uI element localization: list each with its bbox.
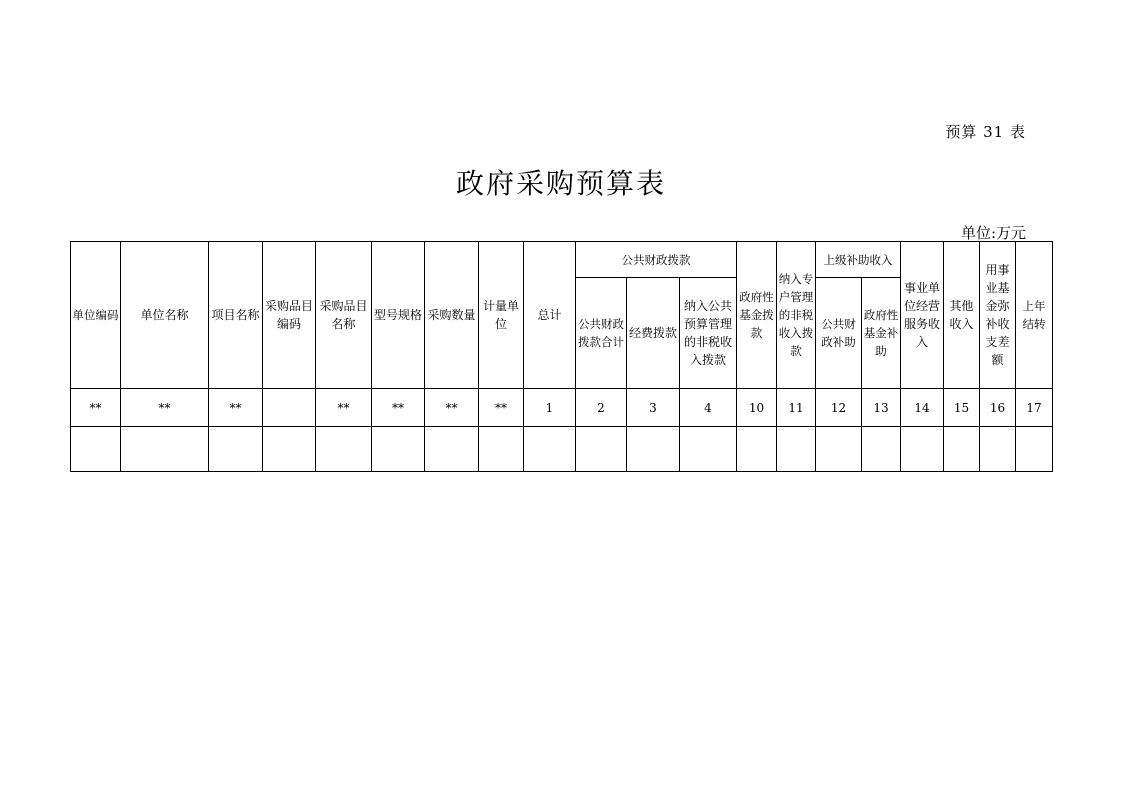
index-cell: ** xyxy=(121,389,209,427)
table-cell xyxy=(680,427,737,472)
header-project-name: 项目名称 xyxy=(209,242,263,389)
table-cell xyxy=(71,427,121,472)
unit-label: 单位:万元 xyxy=(960,224,1026,242)
header-superior-gov-fund: 政府性基金补助 xyxy=(862,278,901,389)
index-cell: 4 xyxy=(680,389,737,427)
index-cell: 11 xyxy=(777,389,816,427)
table-cell xyxy=(627,427,680,472)
header-superior-public: 公共财政补助 xyxy=(816,278,862,389)
table-cell xyxy=(524,427,576,472)
table-cell xyxy=(425,427,479,472)
index-cell: ** xyxy=(425,389,479,427)
index-cell xyxy=(263,389,316,427)
column-index-row xyxy=(71,389,1053,427)
table-cell xyxy=(816,427,862,472)
table-cell xyxy=(980,427,1016,472)
table-cell xyxy=(862,427,901,472)
table-cell xyxy=(479,427,524,472)
header-superior-group: 上级补助收入 xyxy=(816,242,901,278)
table-cell xyxy=(209,427,263,472)
header-spec: 型号规格 xyxy=(372,242,425,389)
header-business-income: 事业单位经营服务收入 xyxy=(901,242,944,389)
index-cell: ** xyxy=(372,389,425,427)
index-cell: 17 xyxy=(1016,389,1053,427)
header-quantity: 采购数量 xyxy=(425,242,479,389)
header-row-top xyxy=(71,242,1053,278)
table-cell xyxy=(576,427,627,472)
index-cell: 1 xyxy=(524,389,576,427)
index-cell: 3 xyxy=(627,389,680,427)
table-number: 预算 31 表 xyxy=(945,123,1026,141)
index-cell: ** xyxy=(479,389,524,427)
index-cell: 10 xyxy=(737,389,777,427)
table-cell xyxy=(1016,427,1053,472)
index-cell: 12 xyxy=(816,389,862,427)
header-measure-unit: 计量单位 xyxy=(479,242,524,389)
table-cell xyxy=(372,427,425,472)
index-cell: 15 xyxy=(944,389,980,427)
index-cell: 14 xyxy=(901,389,944,427)
table-cell xyxy=(944,427,980,472)
header-unit-code: 单位编码 xyxy=(71,242,121,389)
index-cell: 16 xyxy=(980,389,1016,427)
table-cell xyxy=(737,427,777,472)
index-cell: ** xyxy=(316,389,372,427)
header-gov-fund: 政府性基金拨款 xyxy=(737,242,777,389)
header-fund-deficit: 用事业基金弥补收支差额 xyxy=(980,242,1016,389)
header-funding: 经费拨款 xyxy=(627,278,680,389)
table-cell xyxy=(263,427,316,472)
table-cell xyxy=(121,427,209,472)
table-cell xyxy=(901,427,944,472)
page-title: 政府采购预算表 xyxy=(455,167,666,200)
table-cell xyxy=(777,427,816,472)
index-cell: ** xyxy=(71,389,121,427)
header-item-code: 采购品目编码 xyxy=(263,242,316,389)
index-cell: 2 xyxy=(576,389,627,427)
header-special-nontax: 纳入专户管理的非税收入拨款 xyxy=(777,242,816,389)
index-cell: ** xyxy=(209,389,263,427)
header-public-finance-total: 公共财政拨款合计 xyxy=(576,278,627,389)
header-item-name: 采购品目名称 xyxy=(316,242,372,389)
procurement-budget-table xyxy=(70,241,1053,472)
header-unit-name: 单位名称 xyxy=(121,242,209,389)
header-nontax-public: 纳入公共预算管理的非税收入拨款 xyxy=(680,278,737,389)
table-row xyxy=(71,427,1053,472)
index-cell: 13 xyxy=(862,389,901,427)
header-public-finance-group: 公共财政拨款 xyxy=(576,242,737,278)
table-cell xyxy=(316,427,372,472)
header-carryover: 上年结转 xyxy=(1016,242,1053,389)
header-other-income: 其他收入 xyxy=(944,242,980,389)
header-total: 总计 xyxy=(524,242,576,389)
